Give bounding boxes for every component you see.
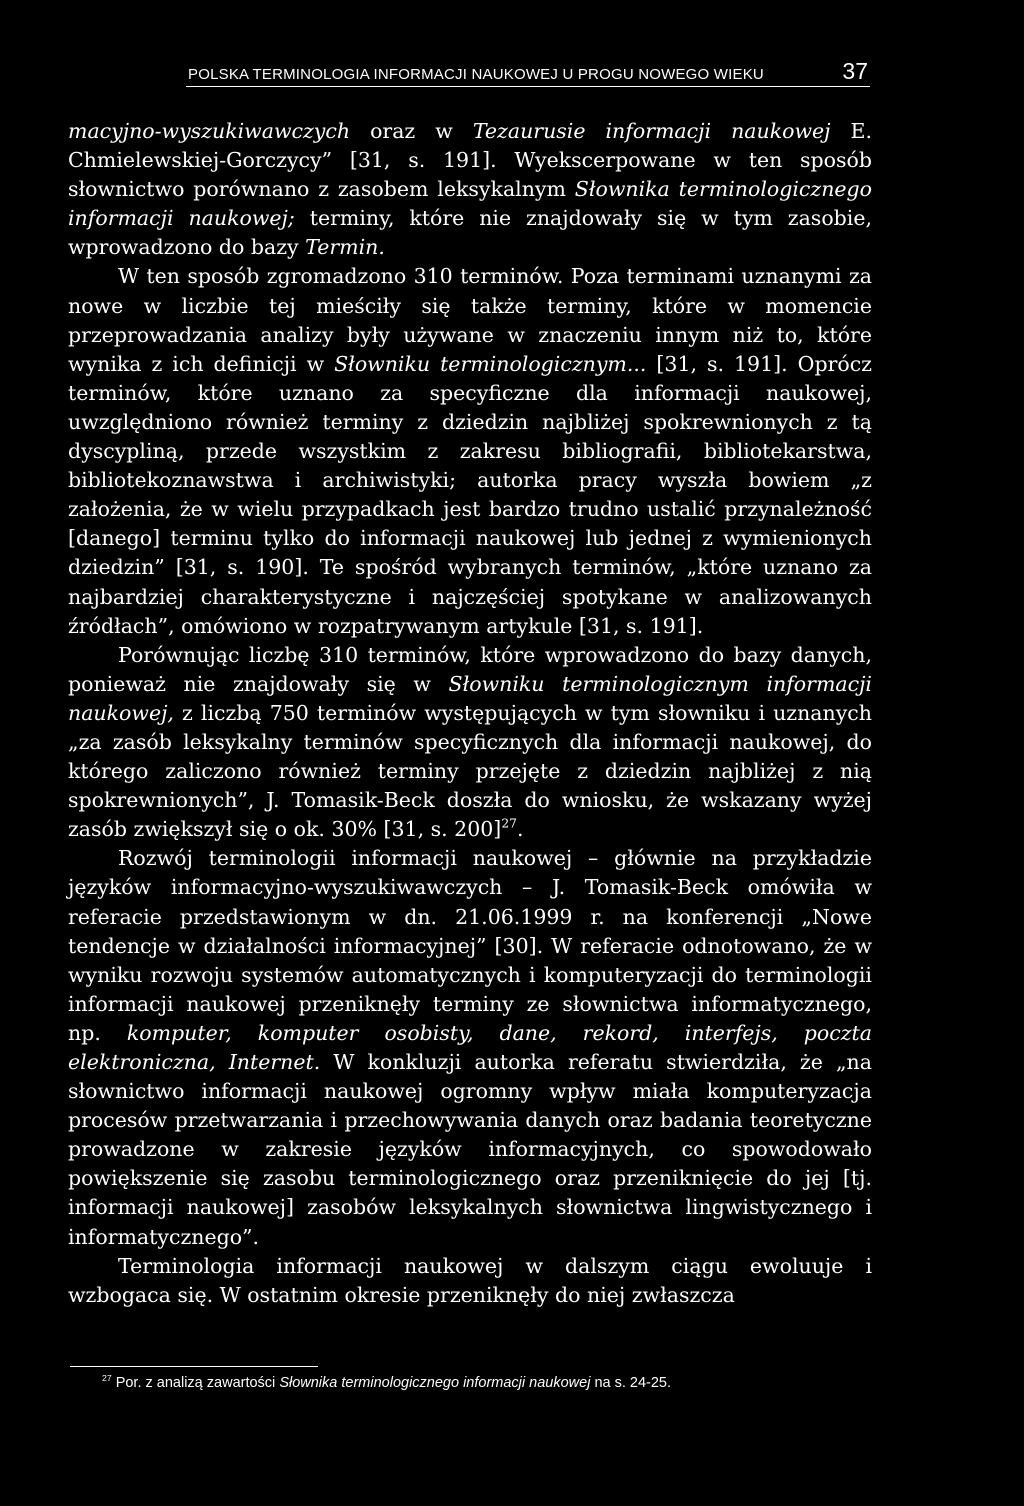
- text-run: W ten sposób zgromadzono 310 terminów. Poza terminami uznanymi za nowe w liczbie tej mieściły się także terminy, które w momencie przeprowadzania analizy były używane w znaczeniu innym niż to, które wynika z ich definicji w: [68, 264, 872, 376]
- page-header: [188, 58, 868, 85]
- text-run: oraz w: [350, 119, 473, 143]
- text-run: Porównując liczbę 310 terminów, które wprowadzono do bazy danych, ponieważ nie znajdowały się w: [68, 642, 872, 696]
- text-run: .: [516, 817, 524, 842]
- text-run: Por. z analizą zawartości: [111, 1375, 280, 1391]
- body-text: [68, 117, 872, 1310]
- footnote-ref: 27: [501, 816, 517, 831]
- text-run: [31, s. 191]. Oprócz terminów, które uznano za specyficzne dla informacji naukowej, uwzględniono również terminy z dziedzin najbliżej spokrewnionych z tą dyscypliną, przede wszystkim z zakresu bibliografii, bibliotekarstwa, bibliotekoznawstwa i archiwistyki; autorka pracy wyszła bowiem „z założenia, że w wielu przypadkach jest bardzo trudno ustalić przynależność [danego] terminu tylko do informacji naukowej lub jednej z wymienionych dziedzin” [31, s. 190]. Te spośród wybranych terminów, „które uznano za najbardziej charakterystyczne i najczęściej spotykane w analizowanych źródłach”, omówiono w rozpatrywanym artykule [31, s. 191].: [68, 351, 872, 638]
- text-run: W konkluzji autorka referatu stwierdziła, że „na słownictwo informacji naukowej ogromny wpływ miała komputeryzacja procesów przetwarzania i przechowywania danych oraz badania teoretyczne prowadzone w zakresie języków informacyjnych, co spowodowało powiększenie się zasobu terminologicznego oraz przeniknięcie do jej [tj. informacji naukowej] zasobów leksykalnych słownictwa lingwistycznego i informatycznego”.: [68, 1050, 872, 1249]
- footnote-marker: 27: [102, 1372, 112, 1383]
- italic-text: Słownika terminologicznego informacji naukowej: [279, 1375, 591, 1391]
- text-run: na s. 24-25.: [590, 1375, 672, 1391]
- text-run: z liczbą 750 terminów występujących w tym słowniku i uznanych „za zasób leksykalny terminów specyficznych dla informacji naukowej, do którego zaliczono również terminy przejęte z dziedzin najbliżej z nią spokrewnionych”, J. Tomasik-Beck doszła do wniosku, że wskazany wyżej zasób zwiększył się o ok. 30% [31, s. 200]: [68, 700, 872, 842]
- italic-text: macyjno-wyszukiwawczych: [68, 119, 351, 143]
- text-run: Terminologia informacji naukowej w dalszym ciągu ewoluuje i wzbogaca się. W ostatnim okresie przeniknęły do niej zwłaszcza: [68, 1253, 872, 1307]
- paragraph: [68, 844, 872, 1251]
- page-number: 37: [842, 58, 868, 84]
- paragraph: [68, 117, 872, 262]
- text-run: terminy, które nie znajdowały się w tym zasobie, wprowadzono do bazy: [68, 206, 872, 260]
- footnote: [102, 1372, 882, 1394]
- text-run: Rozwój terminologii informacji naukowej – głównie na przykładzie języków informacyjno-wyszukiwawczych – J. Tomasik-Beck omówiła w referacie przedstawionym w dn. 21.06.1999 r. na konferencji „Nowe tendencje w działalności informacyjnej” [30]. W referacie odnotowano, że w wyniku rozwoju systemów automatycznych i komputeryzacji do terminologii informacji naukowej przeniknęły terminy ze słownictwa informatycznego, np.: [68, 846, 872, 1045]
- footnote-rule: [70, 1366, 318, 1367]
- italic-text: Termin.: [305, 235, 385, 260]
- header-rule: [186, 86, 870, 87]
- italic-text: komputer, komputer osobisty, dane, rekord, interfejs, poczta elektroniczna, Internet.: [68, 1020, 872, 1074]
- paragraph: [68, 641, 872, 845]
- paragraph: [68, 262, 872, 640]
- text-run: E. Chmielewskiej-Gorczycy” [31, s. 191]. Wyekscerpowane w ten sposób słownictwo porównano z zasobem leksykalnym: [68, 119, 873, 202]
- paragraph: [68, 1252, 872, 1310]
- italic-text: Słowniku terminologicznym...: [334, 351, 647, 376]
- italic-text: Tezaurusie informacji naukowej: [472, 119, 831, 143]
- italic-text: Słownika terminologicznego informacji naukowej;: [68, 177, 872, 231]
- italic-text: Słowniku terminologicznym informacji naukowej,: [68, 671, 872, 725]
- running-title: POLSKA TERMINOLOGIA INFORMACJI NAUKOWEJ U PROGU NOWEGO WIEKU: [188, 66, 764, 83]
